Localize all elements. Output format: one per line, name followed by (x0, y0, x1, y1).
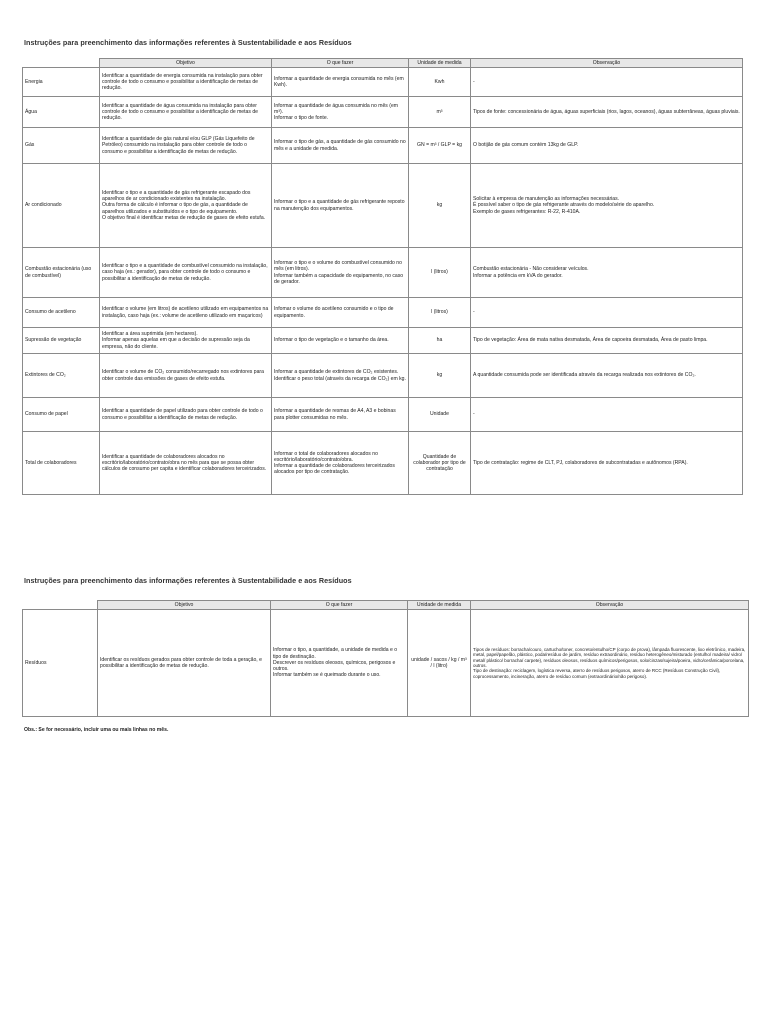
header-unidade: Unidade de medida (409, 59, 471, 68)
table-row (23, 128, 743, 164)
table-row (23, 432, 743, 495)
row-o-que-fazer: Informar o tipo de vegetação e o tamanho da área. (272, 328, 409, 354)
section2-title: Instruções para preenchimento das informações referentes à Sustentabilidade e aos Resíduos (24, 576, 352, 585)
residuos-table (22, 600, 749, 717)
table-row (23, 610, 749, 717)
row-unidade: kg (409, 164, 471, 248)
row-unidade: kg (409, 354, 471, 398)
section1-title: Instruções para preenchimento das informações referentes à Sustentabilidade e aos Resíduos (24, 38, 352, 47)
table-header-row (23, 601, 749, 610)
table-header-row (23, 59, 743, 68)
row-observacao: - (471, 298, 743, 328)
row-o-que-fazer: Informar o tipo e a quantidade de gás refrigerante reposto na manutenção dos equipamentos. (272, 164, 409, 248)
row-o-que-fazer: Infomar o volume do acetileno consumido e o tipo de equipamento. (272, 298, 409, 328)
row-objetivo: Identificar o volume (em litros) de acetileno utilizado em equipamentos na instalação, caso haja (ex.: volume de acetileno utilizado em maçaricos) (100, 298, 272, 328)
row-o-que-fazer: Informar a quantidade de extintores de CO₂ existentes. Identificar o peso total (através da recarga de CO₂) em kg. (272, 354, 409, 398)
row-item-label: Combustão estacionária (uso de combustível) (23, 248, 100, 298)
row-o-que-fazer: Informar a quantidade de água consumida no mês (em m³). Informar o tipo de fonte. (272, 97, 409, 128)
table-row (23, 298, 743, 328)
row-unidade: ha (409, 328, 471, 354)
row-objetivo: Identificar a quantidade de papel utilizado para obter controle de todo o consumo e possibilitar a identificação de metas de redução. (100, 398, 272, 432)
header-o-que-fazer: O que fazer (271, 601, 408, 610)
row-unidade: unidade / sacos / kg / m³ / l (litro) (408, 610, 471, 717)
row-item-label: Resíduos (23, 610, 98, 717)
row-objetivo: Identificar o tipo e a quantidade de combustível consumido na instalação, caso haja (ex.: gerador), para obter controle de todo o consumo e possibilitar a identificação de metas de redução. (100, 248, 272, 298)
row-unidade: Unidade (409, 398, 471, 432)
table-row (23, 248, 743, 298)
row-objetivo: Identificar a quantidade de água consumida na instalação para obter controle de todo o consumo e possibilitar a identificação de metas de redução. (100, 97, 272, 128)
row-objetivo: Identificar a quantidade de gás natural e/ou GLP (Gás Liquefeito de Petróleo) consumido na instalação para obter controle de todo o consumo e possibilitar a identificação de metas de redução. (100, 128, 272, 164)
row-observacao: O botijão de gás comum contém 13kg de GLP. (471, 128, 743, 164)
row-o-que-fazer: Informar o total de colaboradores alocados no escritório/laboratório/contrato/obra. Informar a quantidade de colaboradores terceirizados alocados por tipo de contratação. (272, 432, 409, 495)
row-o-que-fazer: Informar a quantidade de energia consumida no mês (em Kwh). (272, 68, 409, 97)
header-objetivo: Objetivo (100, 59, 272, 68)
row-objetivo: Identificar o volume de CO₂ consumido/recarregado nos extintores para obter controle das emissões de gases de efeito estufa. (100, 354, 272, 398)
row-observacao: Tipos de resíduos: borracha/couro, cartucho/toner, concreto/entulho/CP (corpo de prova), lâmpada fluorescente, lixo eletrônico, madeira, metal, papel/papelão, plástico, poda/resíduo de jardim, resíduo extraordinário, resíduo heterogêneo/misturado (entulho/ madeira/ vidro/ metal/ plástico/ borracha/ carpete), resíduos oleosos, resíduos químicos/perigosos, solo/cinzas/sujeira/poeira, vidro/cerâmica/porcelana, outros. Tipo de destinação: reciclagem, logística reversa, aterro de resíduos perigosos, aterro de RCC (Resíduos Construção Civil), coprocessamento, incineração, aterro de resíduo comum (extraordinário/não perigoso). (471, 610, 749, 717)
row-unidade: Kwh (409, 68, 471, 97)
row-item-label: Água (23, 97, 100, 128)
table-row (23, 328, 743, 354)
table-row (23, 164, 743, 248)
table-row (23, 68, 743, 97)
row-item-label: Energia (23, 68, 100, 97)
header-o-que-fazer: O que fazer (272, 59, 409, 68)
row-unidade: GN = m³ / GLP = kg (409, 128, 471, 164)
row-o-que-fazer: Informar o tipo e o volume do combustível consumido no mês (em litros). Informar também a capacidade do equipamento, no caso de gerador. (272, 248, 409, 298)
row-observacao: Solicitar à empresa de manutenção as informações necessárias. É possível saber o tipo de gás refrigerante através do modelo/série do aparelho. Exemplo de gases refrigerantes: R-22, R-410A. (471, 164, 743, 248)
header-blank (23, 59, 100, 68)
row-item-label: Supressão de vegetação (23, 328, 100, 354)
table-row (23, 97, 743, 128)
row-item-label: Ar condicionado (23, 164, 100, 248)
row-unidade: l (litros) (409, 248, 471, 298)
header-observacao: Observação (471, 59, 743, 68)
row-o-que-fazer: Informar o tipo, a quantidade, a unidade de medida e o tipo de destinação. Descrever os resíduos oleosos, químicos, perigosos e outros. Informar também se é queimado durante o uso. (271, 610, 408, 717)
row-observacao: Tipos de fonte: concessionária de água, águas superficiais (rios, lagos, oceanos), águas subterrâneas, águas pluviais. (471, 97, 743, 128)
row-observacao: A quantidade consumida pode ser identificada através da recarga realizada nos extintores de CO₂. (471, 354, 743, 398)
row-item-label: Consumo de papel (23, 398, 100, 432)
row-observacao: Tipo de vegetação: Área de mata nativa desmatada, Área de capoeira desmatada, Área de pasto limpa. (471, 328, 743, 354)
row-objetivo: Identificar a quantidade de energia consumida na instalação para obter controle de todo o consumo e possibilitar a identificação de metas de redução. (100, 68, 272, 97)
row-observacao: Combustão estacionária - Não considerar veículos. Informar a potência em kVA do gerador. (471, 248, 743, 298)
row-unidade: l (litros) (409, 298, 471, 328)
row-objetivo: Identificar o tipo e a quantidade de gás refrigerante escapado dos aparelhos de ar condicionado existentes na instalação. Outra forma de cálculo é informar o tipo de gás, a quantidade de aparelhos utilizados e substituídos e o tipo de equipamento. O objetivo final é identificar metas de redução de gases de efeito estufa. (100, 164, 272, 248)
header-blank (23, 601, 98, 610)
table-row (23, 354, 743, 398)
header-objetivo: Objetivo (98, 601, 271, 610)
row-o-que-fazer: Informar a quantidade de resmas de A4, A3 e bobinas para plotter consumidas no mês. (272, 398, 409, 432)
row-unidade: Quantidade de colaborador por tipo de contratação (409, 432, 471, 495)
row-observacao: - (471, 398, 743, 432)
header-unidade: Unidade de medida (408, 601, 471, 610)
sustainability-table (22, 58, 743, 495)
table-row (23, 398, 743, 432)
row-observacao: Tipo de contratação: regime de CLT, PJ, colaboradores de subcontratadas e autônomos (RPA). (471, 432, 743, 495)
header-observacao: Observação (471, 601, 749, 610)
row-unidade: m³ (409, 97, 471, 128)
footnote: Obs.: Se for necessário, incluir uma ou mais linhas no mês. (24, 727, 169, 733)
row-objetivo: Identificar a área suprimida (em hectares). Informar apenas aquelas em que a decisão de supressão seja da empresa, não do cliente. (100, 328, 272, 354)
row-o-que-fazer: Informar o tipo de gás, a quantidade de gás consumido no mês e a unidade de medida. (272, 128, 409, 164)
row-item-label: Consumo de acetileno (23, 298, 100, 328)
row-objetivo: Identificar os resíduos gerados para obter controle de toda a geração, e possibilitar a identificação de metas de redução. (98, 610, 271, 717)
row-item-label: Extintores de CO₂ (23, 354, 100, 398)
row-item-label: Total de colaboradores (23, 432, 100, 495)
row-observacao: - (471, 68, 743, 97)
row-objetivo: Identificar a quantidade de colaboradores alocados no escritório/laboratório/contrato/obra no mês para que se possa obter cálculos de consumo per capita e identificar colaboradores terceirizados. (100, 432, 272, 495)
row-item-label: Gás (23, 128, 100, 164)
